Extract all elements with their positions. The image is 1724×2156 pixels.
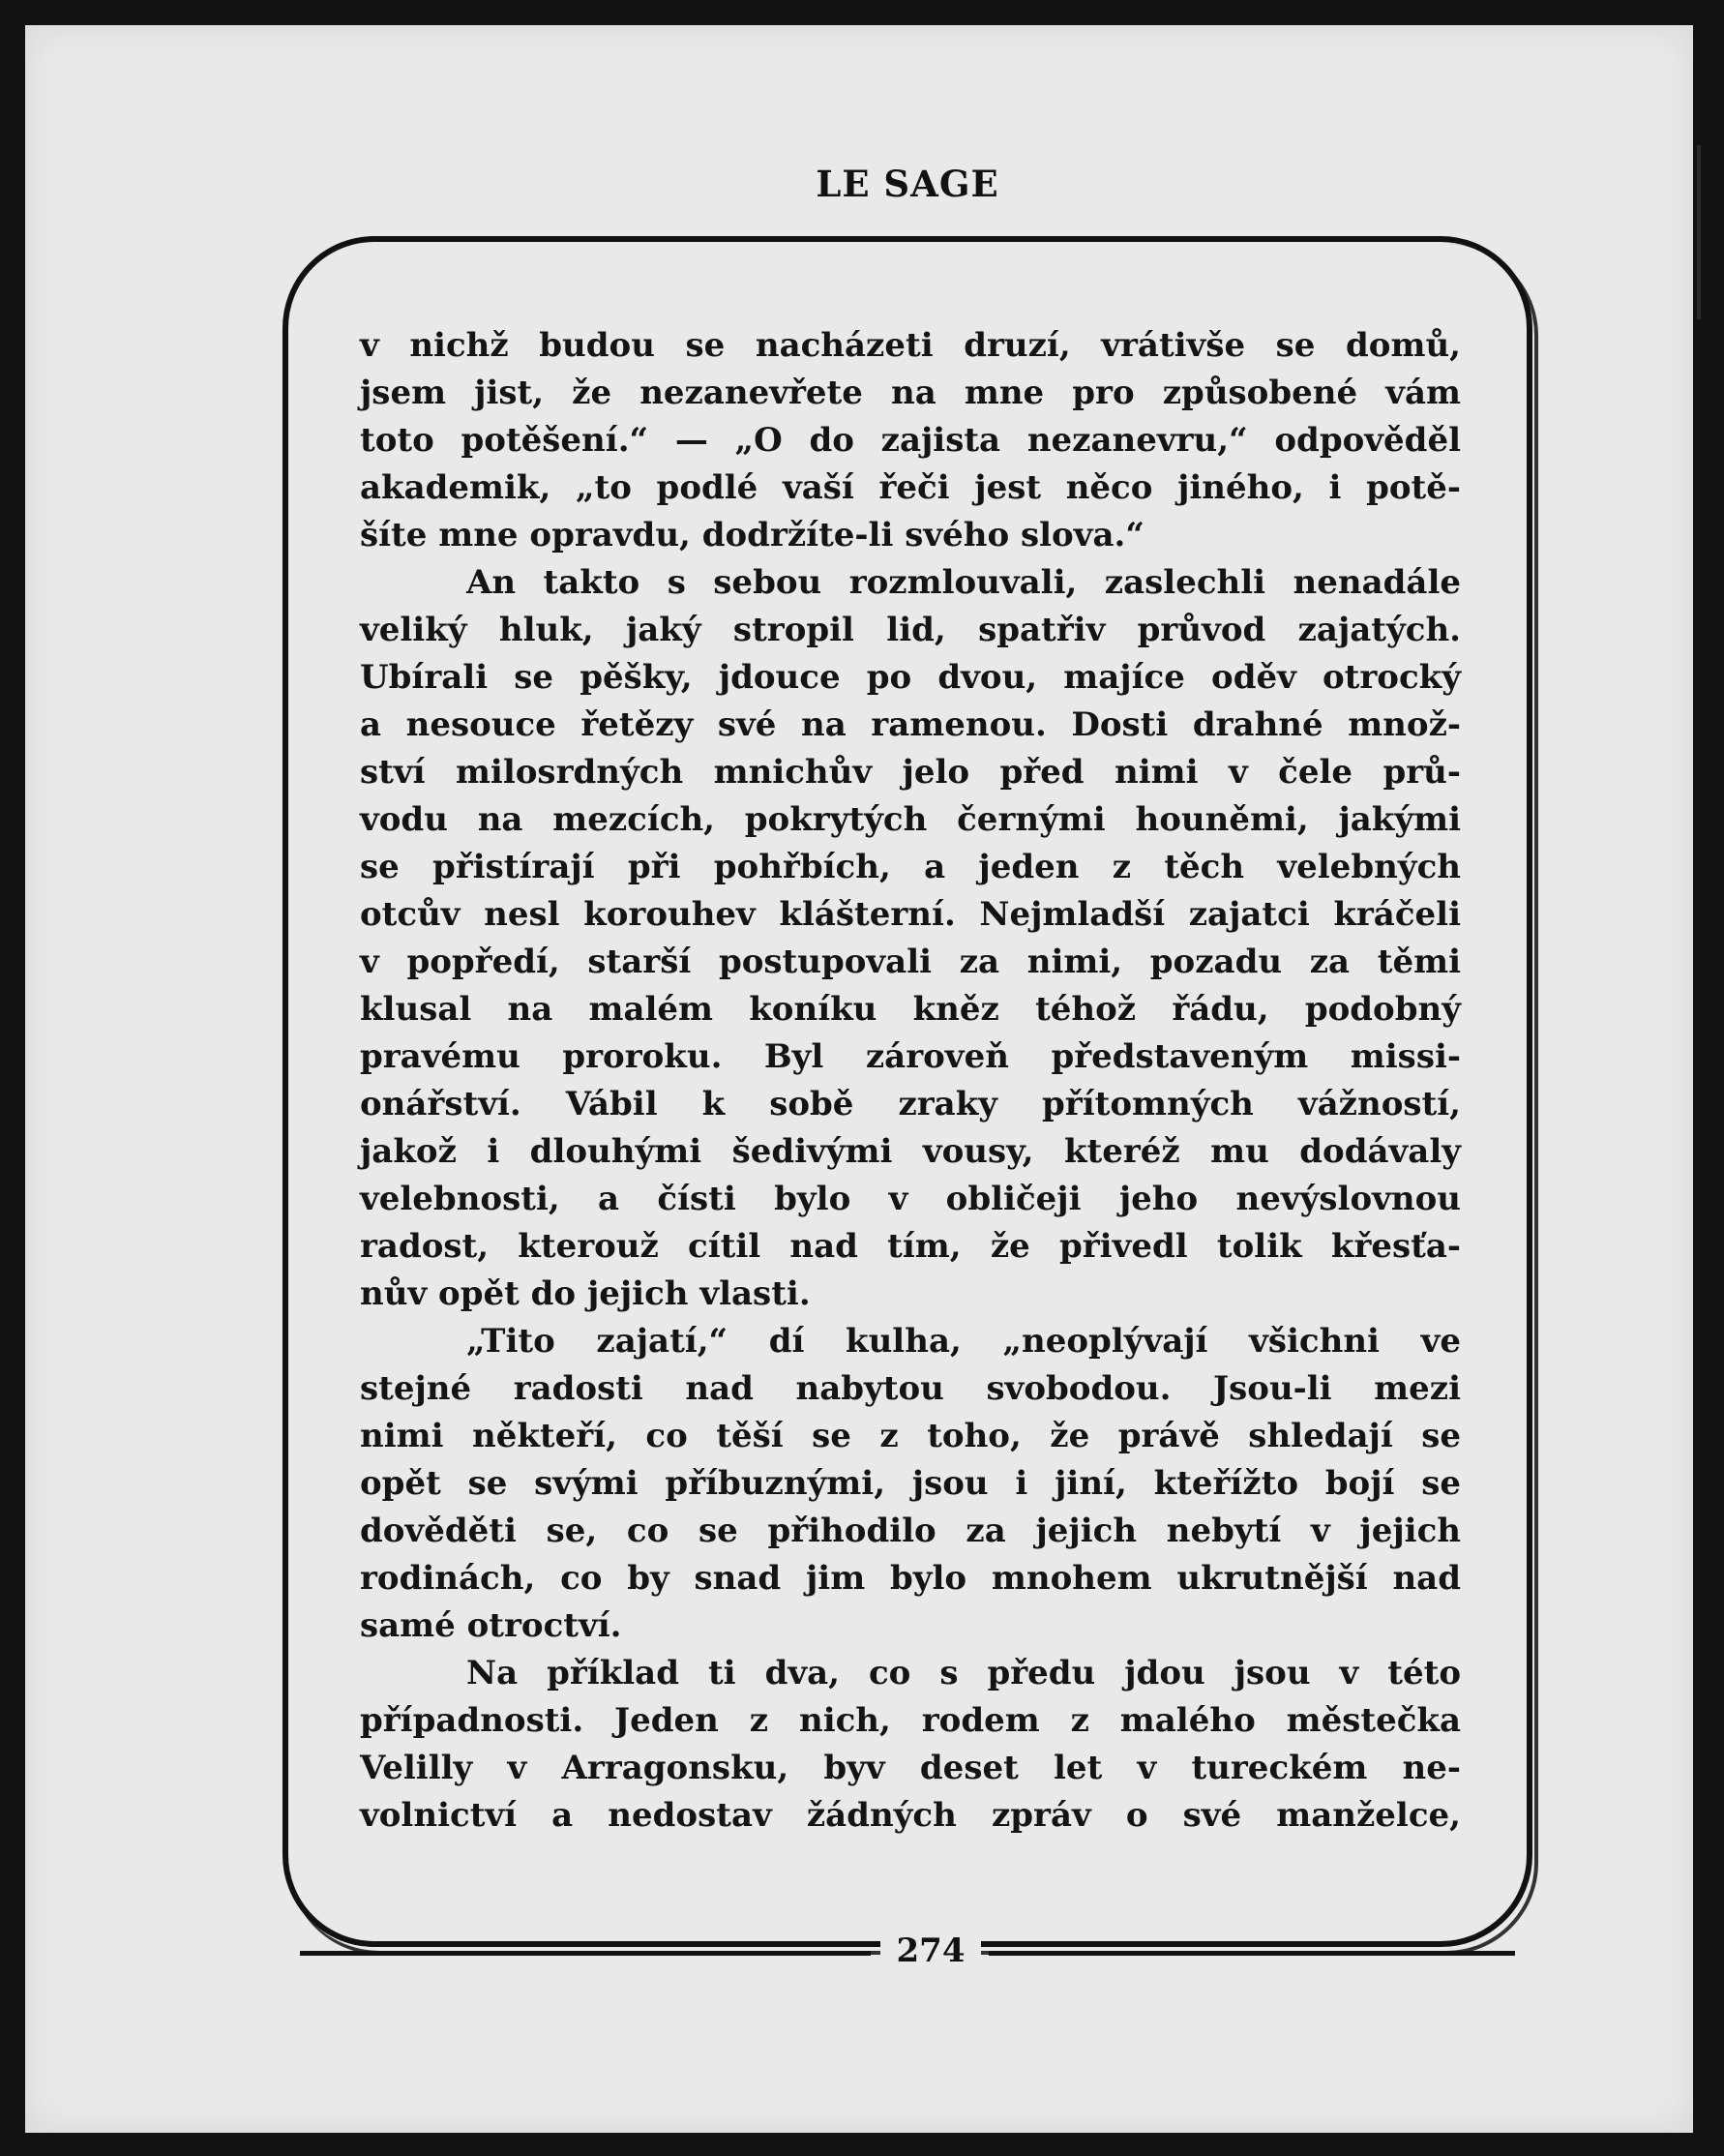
text-line: veliký hluk, jaký stropil lid, spatřiv průvod zajatých. <box>360 611 1461 649</box>
text-line: otcův nesl korouhev klášterní. Nejmladší zajatci kráčeli <box>360 895 1461 934</box>
text-line: onářství. Vábil k sobě zraky přítomných vážností, <box>360 1085 1461 1123</box>
text-line: klusal na malém koníku kněz téhož řádu, podobný <box>360 990 1461 1029</box>
paragraph-1 <box>360 322 1461 559</box>
text-line: rodinách, co by snad jim bylo mnohem ukrutnější nad <box>360 1559 1461 1598</box>
text-line: šíte mne opravdu, dodržíte-li svého slova.“ <box>360 516 1144 554</box>
text-line: Na příklad ti dva, co s předu jdou jsou v této <box>466 1654 1461 1692</box>
running-head: LE SAGE <box>816 163 999 205</box>
text-line: v popředí, starší postupovali za nimi, pozadu za těmi <box>360 943 1461 981</box>
text-line: se přistírají při pohřbích, a jeden z těch velebných <box>360 848 1461 886</box>
text-line: vodu na mezcích, pokrytých černými houněmi, jakými <box>360 800 1461 839</box>
text-line: volnictví a nedostav žádných zpráv o své manželce, <box>360 1796 1461 1835</box>
text-line: případnosti. Jeden z nich, rodem z malého městečka <box>360 1701 1461 1740</box>
text-line: ství milosrdných mnichův jelo před nimi v čele prů- <box>360 753 1461 792</box>
text-line: Ubírali se pěšky, jdouce po dvou, majíce oděv otrocký <box>360 658 1461 697</box>
text-line: An takto s sebou rozmlouvali, zaslechli nenadále <box>466 563 1461 602</box>
text-line: radost, kterouž cítil nad tím, že přivedl tolik křesťa- <box>360 1227 1461 1266</box>
folio-rule-right <box>989 1951 1515 1956</box>
text-line: dověděti se, co se přihodilo za jejich nebytí v jejich <box>360 1512 1461 1550</box>
text-line: pravému proroku. Byl zároveň představeným missi- <box>360 1037 1461 1076</box>
text-line: v nichž budou se nacházeti druzí, vrátivše se domů, <box>360 326 1461 365</box>
text-line: Velilly v Arragonsku, byv deset let v tureckém ne- <box>360 1749 1461 1787</box>
paragraph-4 <box>360 1650 1461 1840</box>
text-line: nův opět do jejich vlasti. <box>360 1274 811 1313</box>
paragraph-3 <box>360 1318 1461 1650</box>
text-line: „Tito zajatí,“ dí kulha, „neoplývají všichni ve <box>466 1322 1461 1361</box>
folio-rule-left <box>300 1951 871 1956</box>
text-line: stejné radosti nad nabytou svobodou. Jsou-li mezi <box>360 1369 1461 1408</box>
text-line: velebnosti, a čísti bylo v obličeji jeho nevýslovnou <box>360 1180 1461 1218</box>
text-line: toto potěšení.“ — „O do zajista nezanevru,“ odpověděl <box>360 421 1461 460</box>
folio-bar <box>300 1933 1515 1972</box>
paragraph-2 <box>360 559 1461 1318</box>
text-line: jsem jist, že nezanevřete na mne pro způsobené vám <box>360 374 1461 412</box>
text-line: opět se svými příbuznými, jsou i jiní, kteřížto bojí se <box>360 1464 1461 1503</box>
text-line: a nesouce řetězy své na ramenou. Dosti drahné množ- <box>360 705 1461 744</box>
body-text <box>360 322 1461 1840</box>
page-number: 274 <box>880 1931 981 1970</box>
text-line: jakož i dlouhými šedivými vousy, kteréž mu dodávaly <box>360 1132 1461 1171</box>
text-line: samé otroctví. <box>360 1606 622 1645</box>
text-line: nimi někteří, co těší se z toho, že právě shledají se <box>360 1417 1461 1455</box>
text-line: akademik, „to podlé vaší řeči jest něco jiného, i potě- <box>360 468 1461 507</box>
